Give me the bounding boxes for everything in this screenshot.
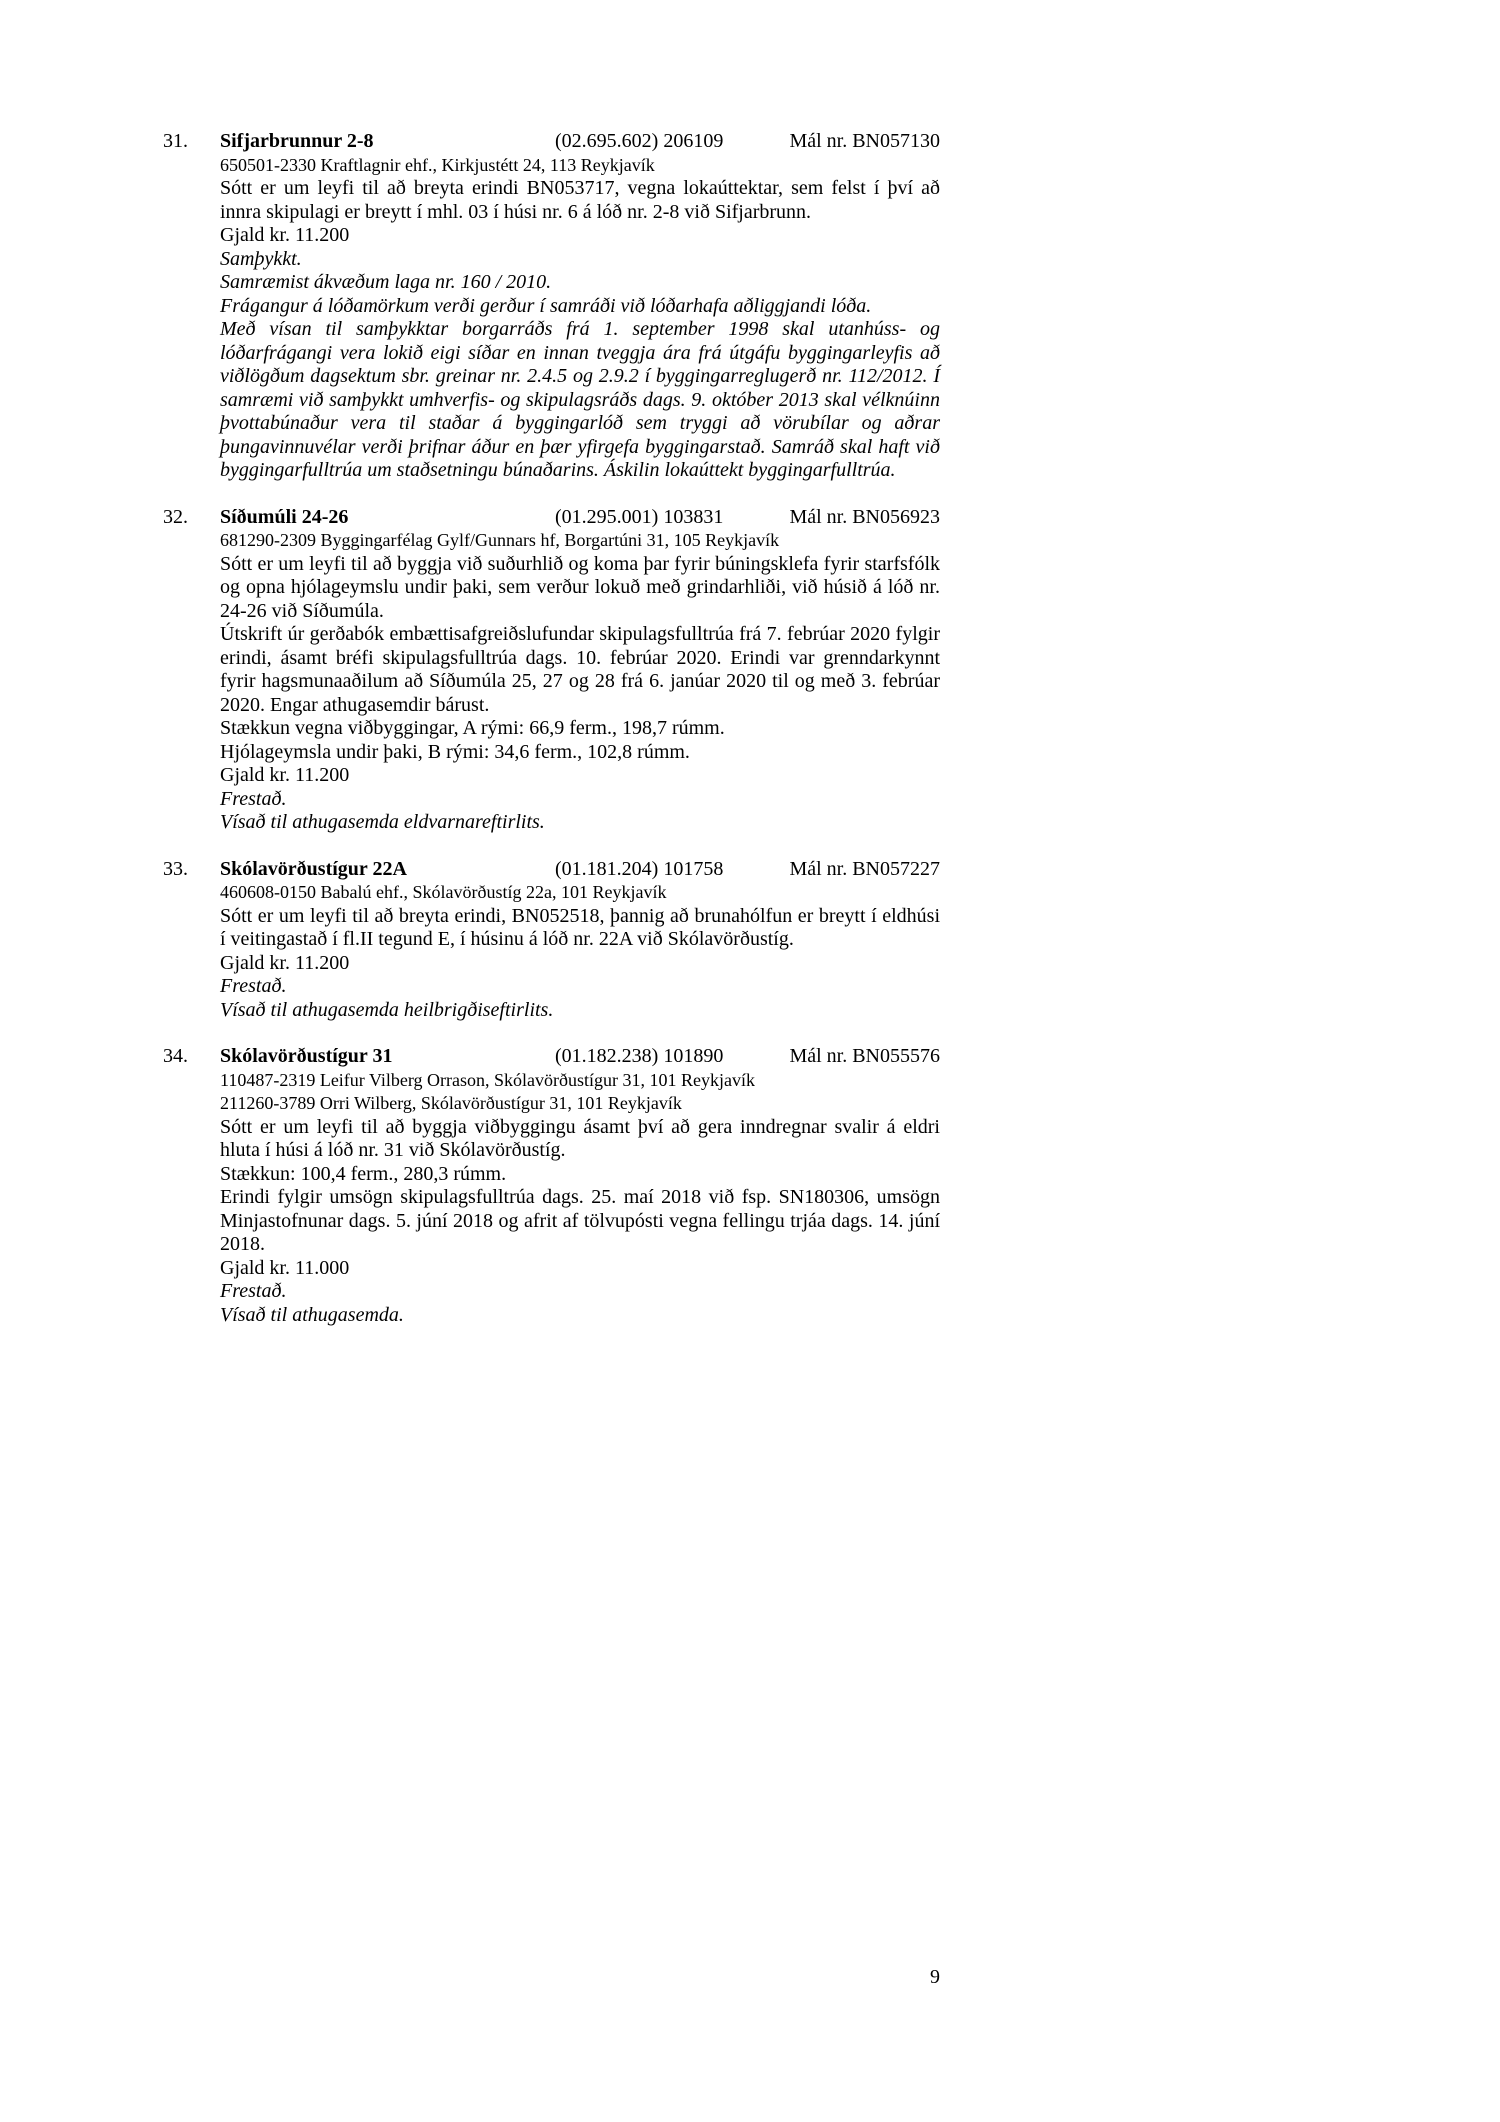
- page-number: 9: [930, 1966, 940, 1988]
- resolution-text: Samræmist ákvæðum laga nr. 160 / 2010.: [220, 271, 552, 293]
- property-code: (01.182.238) 101890: [555, 1045, 724, 1067]
- item-number: 34.: [163, 1045, 188, 1067]
- resolution-text: Frágangur á lóðamörkum verði gerður í samráði við lóðarhafa aðliggjandi lóða.: [220, 294, 872, 317]
- resolution-text: Með vísan til samþykktar borgarráðs frá 1. september 1998 skal utanhúss- og lóðarfrágangi vera lokið eigi síðar en innan tveggja ára frá útgáfu byggingarleyfis að viðlögðum dagsektum sbr. greinar nr. 2.4.5 og 2.9.2 í byggingarreglugerð nr. 112/2012. Í samræmi við samþykkt umhverfis- og skipulagsráðs dags. 9. október 2013 skal vélknúinn þvottabúnaður vera til staðar á byggingarlóð sem tryggi að vörubílar og aðrar þungavinnuvélar verði þrifnar áður en þær yfirgefa byggingarstað. Samráð skal haft við byggingarfulltrúa um staðsetningu búnaðarins. Áskilin lokaúttekt byggingarfulltrúa.: [220, 318, 940, 481]
- item-content: [220, 130, 940, 483]
- registrant-line: 681290-2309 Byggingarfélag Gylf/Gunnars hf, Borgartúni 31, 105 Reykjavík: [220, 530, 780, 550]
- body-text: Sótt er um leyfi til að breyta erindi BN053717, vegna lokaúttektar, sem felst í því að innra skipulagi er breytt í mhl. 03 í húsi nr. 6 á lóð nr. 2-8 við Sifjarbrunn.: [220, 177, 940, 223]
- item-content: [220, 858, 940, 1023]
- body-text: Sótt er um leyfi til að breyta erindi, BN052518, þannig að brunahólfun er breytt í eldhúsi í veitingastað í fl.II tegund E, í húsinu á lóð nr. 22A við Skólavörðustíg.: [220, 904, 940, 950]
- item-number: 33.: [163, 857, 188, 880]
- item-body: [220, 881, 940, 1022]
- registrant-line: 211260-3789 Orri Wilberg, Skólavörðustígur 31, 101 Reykjavík: [220, 1093, 682, 1113]
- resolution-text: Samþykkt.: [220, 247, 302, 270]
- agenda-item-34: [163, 1045, 940, 1327]
- body-text: Erindi fylgir umsögn skipulagsfulltrúa dags. 25. maí 2018 við fsp. SN180306, umsögn Minjastofnunar dags. 5. júní 2018 og afrit af tölvupósti vegna fellingu trjáa dags. 14. júní 2018.: [220, 1186, 940, 1255]
- resolution-text: Vísað til athugasemda heilbrigðiseftirlits.: [220, 998, 554, 1021]
- item-header: [220, 130, 940, 154]
- item-content: [220, 1045, 940, 1327]
- item-header: [220, 858, 940, 882]
- property-code: (01.295.001) 103831: [555, 505, 724, 528]
- body-text: Sótt er um leyfi til að byggja viðbyggingu ásamt því að gera inndregnar svalir á eldri hluta í húsi á lóð nr. 31 við Skólavörðustíg.: [220, 1115, 940, 1161]
- registrant-line: 460608-0150 Babalú ehf., Skólavörðustíg 22a, 101 Reykjavík: [220, 882, 667, 902]
- item-address-title: Skólavörðustígur 22A: [220, 857, 407, 880]
- item-body: [220, 529, 940, 835]
- item-number: 31.: [163, 130, 188, 152]
- agenda-item-31: [163, 130, 940, 483]
- item-address-title: Sifjarbrunnur 2-8: [220, 130, 374, 152]
- fee-text: Gjald kr. 11.200: [220, 764, 350, 786]
- fee-text: Stækkun: 100,4 ferm., 280,3 rúmm.: [220, 1162, 507, 1185]
- resolution-text: Frestað.: [220, 975, 287, 997]
- body-text: Útskrift úr gerðabók embættisafgreiðslufundar skipulagsfulltrúa frá 7. febrúar 2020 fylgir erindi, ásamt bréfi skipulagsfulltrúa dags. 10. febrúar 2020. Erindi var grenndarkynnt fyrir hagsmunaaðilum að Síðumúla 25, 27 og 28 frá 6. janúar 2020 til og með 3. febrúar 2020. Engar athugasemdir bárust.: [220, 623, 940, 716]
- item-header: [220, 506, 940, 530]
- resolution-text: Vísað til athugasemda.: [220, 1303, 404, 1326]
- registrant-line: 650501-2330 Kraftlagnir ehf., Kirkjustétt 24, 113 Reykjavík: [220, 154, 655, 175]
- registrant-line: 110487-2319 Leifur Vilberg Orrason, Skólavörðustígur 31, 101 Reykjavík: [220, 1069, 756, 1090]
- property-code: (02.695.602) 206109: [555, 130, 724, 152]
- case-number: Mál nr. BN056923: [789, 505, 940, 528]
- case-number: Mál nr. BN055576: [789, 1045, 940, 1067]
- fee-text: Gjald kr. 11.200: [220, 224, 350, 246]
- resolution-text: Vísað til athugasemda eldvarnareftirlits.: [220, 811, 545, 833]
- resolution-text: Frestað.: [220, 1280, 287, 1302]
- fee-text: Hjólageymsla undir þaki, B rými: 34,6 ferm., 102,8 rúmm.: [220, 740, 690, 763]
- item-address-title: Síðumúli 24-26: [220, 505, 349, 528]
- agenda-item-33: [163, 858, 940, 1023]
- property-code: (01.181.204) 101758: [555, 857, 724, 880]
- item-body: [220, 154, 940, 483]
- item-header: [220, 1045, 940, 1069]
- fee-text: Gjald kr. 11.000: [220, 1256, 350, 1279]
- case-number: Mál nr. BN057227: [789, 857, 940, 880]
- fee-text: Gjald kr. 11.200: [220, 951, 350, 974]
- item-body: [220, 1069, 940, 1328]
- minutes-item-list: [163, 130, 940, 1327]
- agenda-item-32: [163, 506, 940, 835]
- item-number: 32.: [163, 505, 188, 528]
- item-content: [220, 506, 940, 835]
- body-text: Sótt er um leyfi til að byggja við suðurhlið og koma þar fyrir búningsklefa fyrir starfsfólk og opna hjólageymslu undir þaki, sem verður lokuð með grindarhliði, við húsið á lóð nr. 24-26 við Síðumúla.: [220, 552, 940, 622]
- resolution-text: Frestað.: [220, 787, 287, 810]
- item-address-title: Skólavörðustígur 31: [220, 1045, 393, 1067]
- fee-text: Stækkun vegna viðbyggingar, A rými: 66,9 ferm., 198,7 rúmm.: [220, 717, 725, 739]
- case-number: Mál nr. BN057130: [789, 130, 940, 152]
